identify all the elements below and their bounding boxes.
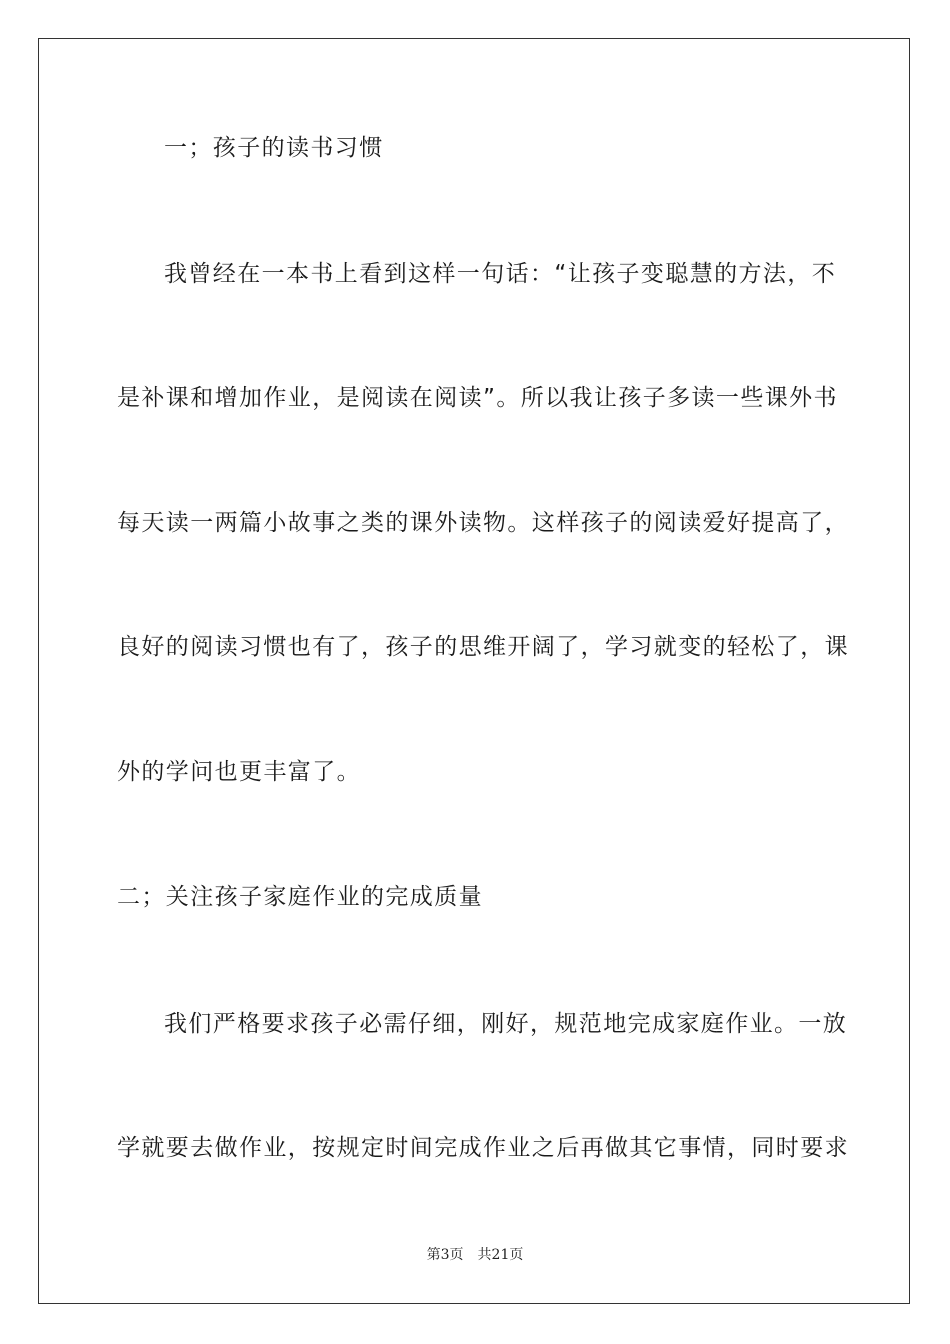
paragraph-line: 外的学问也更丰富了。 (117, 759, 361, 785)
page-number: 第3页 (426, 1247, 464, 1263)
paragraph-line: 每天读一两篇小故事之类的课外读物。这样孩子的阅读爱好提高了， (117, 510, 849, 536)
page-frame (38, 38, 910, 1304)
paragraph-line: 我们严格要求孩子必需仔细，刚好，规范地完成家庭作业。一放 (164, 1011, 848, 1037)
paragraph-line: 是补课和增加作业，是阅读在阅读”。所以我让孩子多读一些课外书 (117, 385, 838, 411)
paragraph-line: 良好的阅读习惯也有了，孩子的思维开阔了，学习就变的轻松了，课 (117, 634, 849, 660)
page-footer (0, 1246, 950, 1264)
page-total: 共21页 (477, 1247, 524, 1263)
section-heading-2: 二；关注孩子家庭作业的完成质量 (117, 884, 483, 910)
paragraph-line: 我曾经在一本书上看到这样一句话：“让孩子变聪慧的方法，不 (164, 261, 837, 287)
section-heading-1: 一；孩子的读书习惯 (164, 135, 384, 161)
paragraph-line: 学就要去做作业，按规定时间完成作业之后再做其它事情，同时要求 (117, 1135, 849, 1161)
